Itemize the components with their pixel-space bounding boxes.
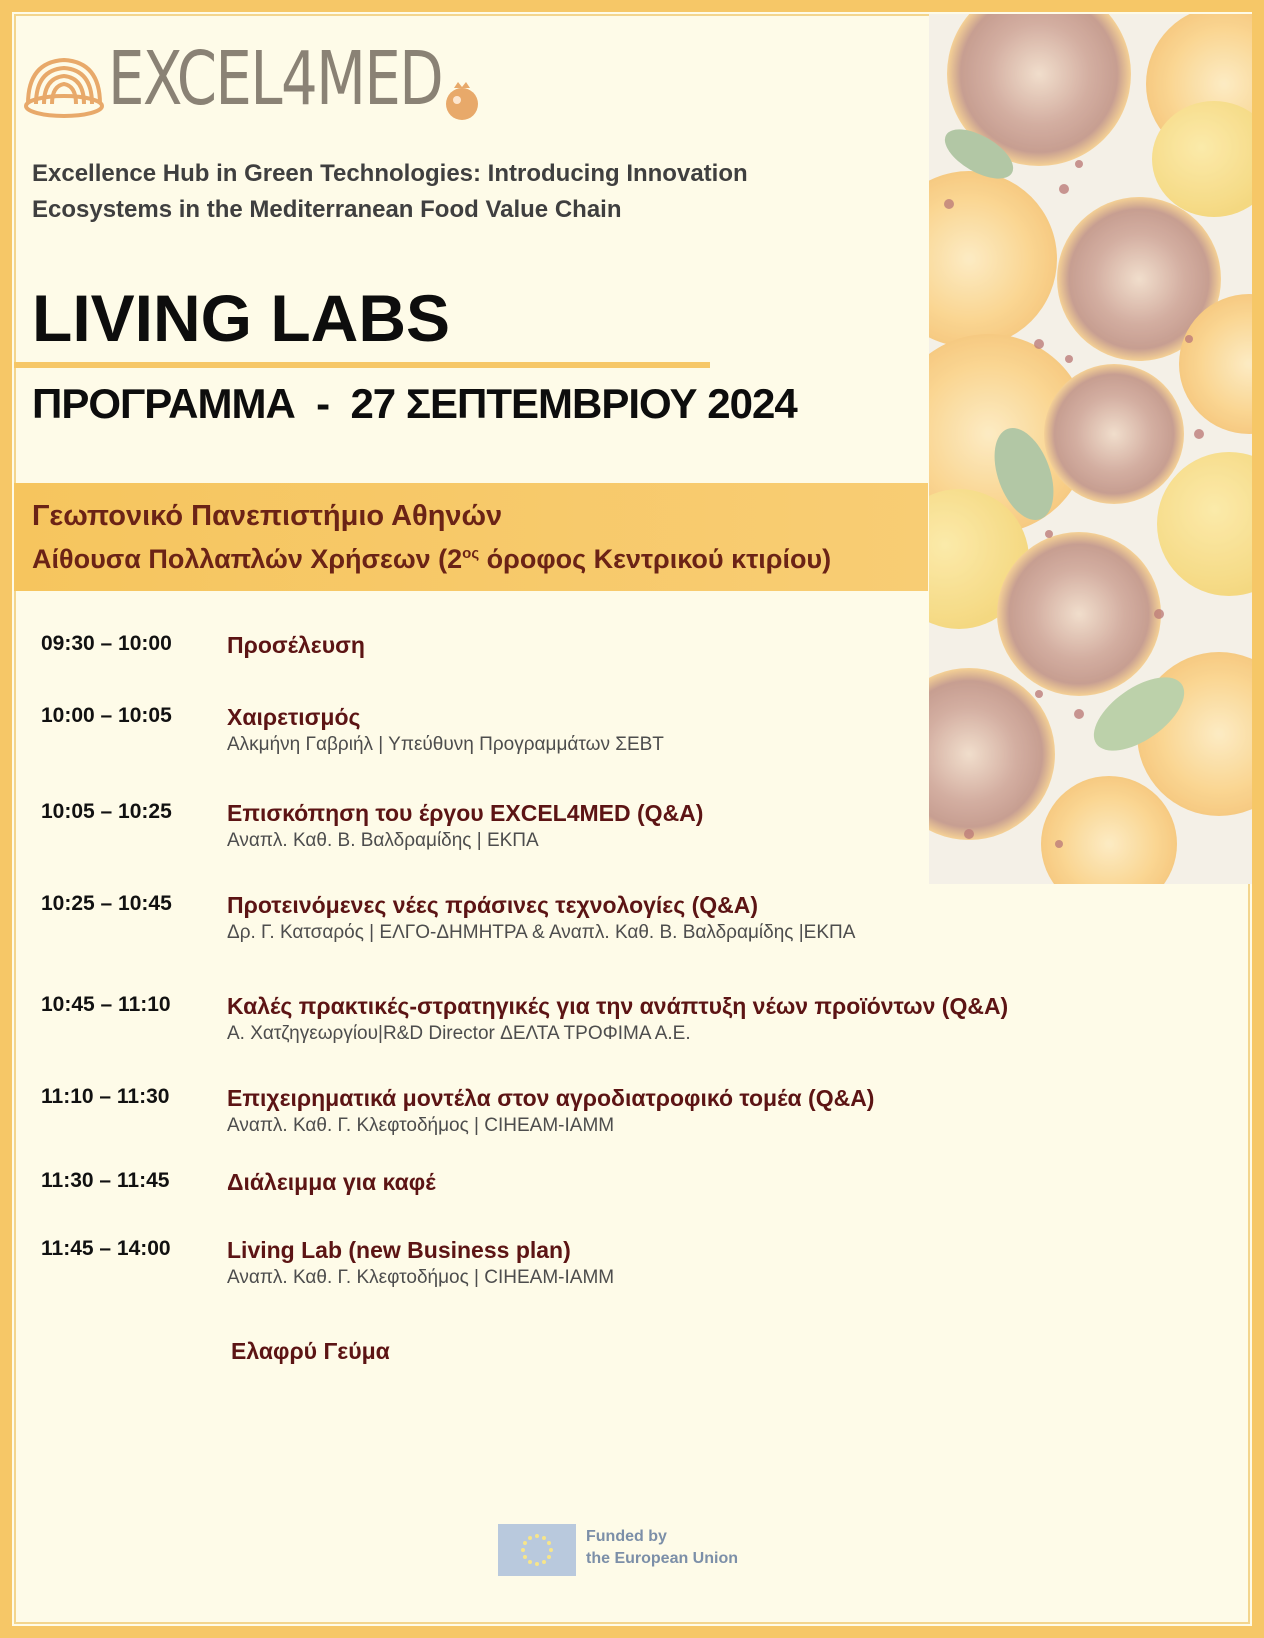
pomegranate-icon bbox=[440, 78, 484, 122]
schedule-title: Διάλειμμα για καφέ bbox=[227, 1169, 436, 1195]
schedule-title: Χαιρετισμός bbox=[227, 704, 361, 730]
venue-university: Γεωπονικό Πανεπιστήμιο Αθηνών bbox=[32, 500, 503, 532]
schedule-speaker: Αναπλ. Καθ. Γ. Κλεφτοδήμος | CIHEAM-IAMM bbox=[227, 1267, 615, 1288]
eu-funding-text bbox=[586, 1526, 738, 1570]
schedule-title: Καλές πρακτικές-στρατηγικές για την ανάπτυξη νέων προϊόντων (Q&A) bbox=[227, 993, 1009, 1019]
schedule-title: Living Lab (new Business plan) bbox=[227, 1237, 571, 1263]
schedule-speaker: Αναπλ. Καθ. Β. Βαλδραμίδης | ΕΚΠΑ bbox=[227, 830, 539, 851]
venue-room-text-end: όροφος Κεντρικού κτιρίου) bbox=[479, 544, 832, 574]
schedule-speaker: Αλκμήνη Γαβριήλ | Υπεύθυνη Προγραμμάτων ΣΕΒΤ bbox=[227, 734, 664, 755]
page-title: LIVING LABS bbox=[32, 281, 451, 355]
eu-flag-icon bbox=[498, 1524, 576, 1576]
eu-funding-line-1: Funded by bbox=[586, 1528, 667, 1545]
venue-room-superscript: ος bbox=[462, 545, 480, 562]
citrus-photo bbox=[929, 14, 1264, 884]
schedule-speaker: Αναπλ. Καθ. Γ. Κλεφτοδήμος | CIHEAM-IAMM bbox=[227, 1115, 615, 1136]
subtitle-line-2: Ecosystems in the Mediterranean Food Value Chain bbox=[32, 196, 622, 223]
title-divider bbox=[14, 362, 710, 368]
logo-text: EXCEL4MED bbox=[108, 36, 443, 122]
schedule-time: 11:10 – 11:30 bbox=[41, 1085, 170, 1108]
schedule-title: Επισκόπηση του έργου EXCEL4MED (Q&A) bbox=[227, 800, 704, 826]
schedule-time: 10:45 – 11:10 bbox=[41, 993, 171, 1016]
schedule-speaker: Δρ. Γ. Κατσαρός | ΕΛΓΟ-ΔΗΜΗΤΡΑ & Αναπλ. Καθ. Β. Βαλδραμίδης |ΕΚΠΑ bbox=[227, 922, 856, 943]
schedule-title: Επιχειρηματικά μοντέλα στον αγροδιατροφικό τομέα (Q&A) bbox=[227, 1085, 875, 1111]
eu-funding-badge bbox=[498, 1524, 768, 1580]
eu-funding-line-2: the European Union bbox=[586, 1550, 738, 1567]
schedule-time: 11:45 – 14:00 bbox=[41, 1237, 171, 1260]
project-subtitle bbox=[32, 156, 832, 228]
schedule-time: 10:25 – 10:45 bbox=[41, 892, 172, 915]
venue-room bbox=[32, 544, 831, 575]
shell-icon bbox=[22, 42, 106, 126]
schedule-title: Προτεινόμενες νέες πράσινες τεχνολογίες (Q&A) bbox=[227, 892, 758, 918]
schedule-time: 10:00 – 10:05 bbox=[41, 704, 172, 727]
schedule-speaker: Α. Χατζηγεωργίου|R&D Director ΔΕΛΤΑ ΤΡΟΦΙΜΑ Α.Ε. bbox=[227, 1023, 691, 1044]
excel4med-logo bbox=[22, 32, 502, 132]
venue-room-text: Αίθουσα Πολλαπλών Χρήσεων (2 bbox=[32, 544, 463, 574]
schedule-time: 10:05 – 10:25 bbox=[41, 800, 172, 823]
subtitle-line-1: Excellence Hub in Green Technologies: Introducing Innovation bbox=[32, 160, 748, 187]
schedule-title: Προσέλευση bbox=[227, 632, 365, 658]
citrus-illustration bbox=[929, 14, 1264, 884]
schedule-time: 09:30 – 10:00 bbox=[41, 632, 172, 655]
venue-band bbox=[14, 483, 928, 591]
schedule-time: 11:30 – 11:45 bbox=[41, 1169, 170, 1192]
lunch-title: Ελαφρύ Γεύμα bbox=[231, 1338, 390, 1364]
program-date-heading: ΠΡΟΓΡΑΜΜΑ - 27 ΣΕΠΤΕΜΒΡΙΟΥ 2024 bbox=[32, 380, 797, 427]
